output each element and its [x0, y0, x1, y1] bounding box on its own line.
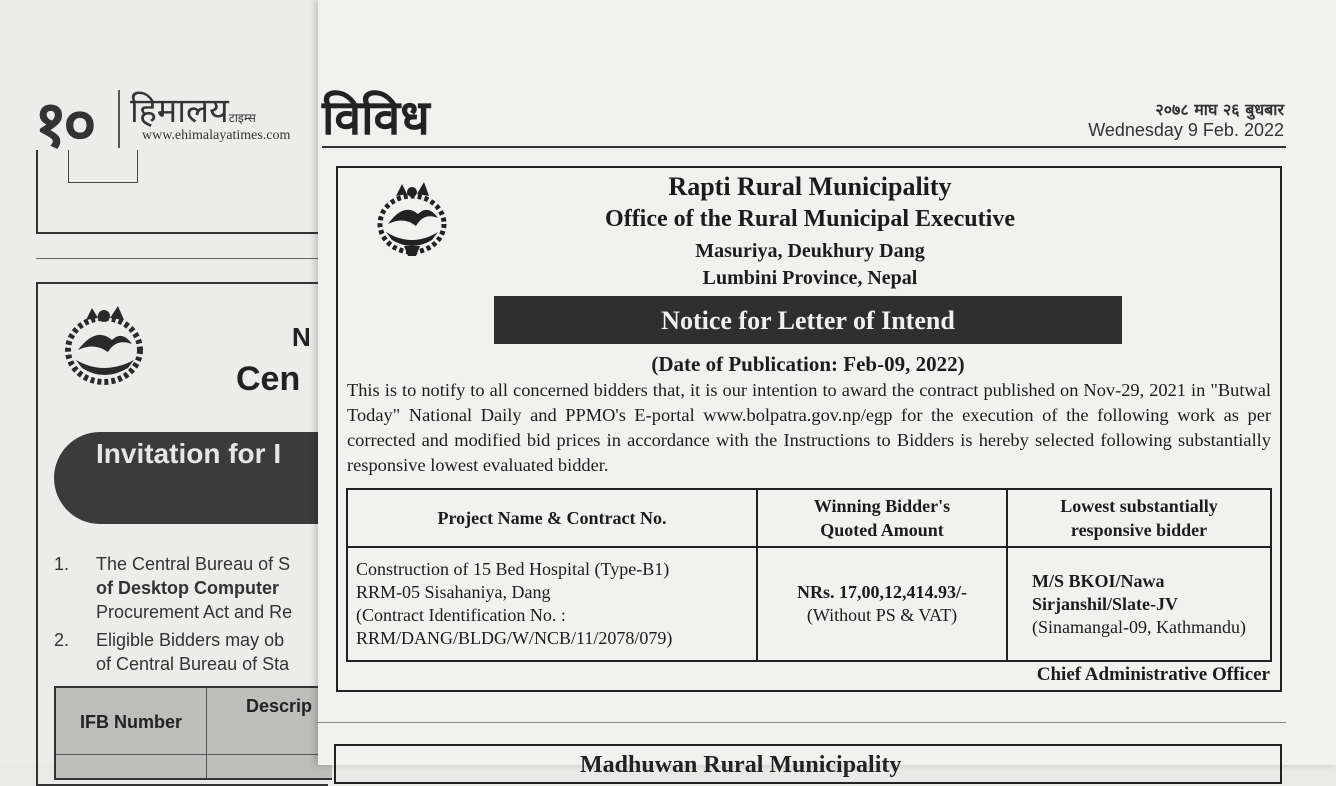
address-line: Masuriya, Deukhury Dang	[695, 240, 925, 262]
list-number: 1.	[54, 554, 70, 574]
underlying-list-item	[54, 628, 324, 676]
project-line: RRM/DANG/BLDG/W/NCB/11/2078/079)	[356, 628, 673, 648]
bidder-line: (Sinamangal-09, Kathmandu)	[1032, 616, 1246, 637]
header-amount	[757, 489, 1007, 547]
next-notice-title: Madhuwan Rural Municipality	[580, 752, 902, 778]
header-bidder-line: Lowest substantially	[1060, 496, 1218, 516]
award-table	[346, 488, 1272, 662]
header-bidder	[1007, 489, 1271, 547]
bidder-line: M/S BKOI/Nawa	[1032, 570, 1165, 591]
underlying-list	[54, 552, 324, 680]
paper-website: www.ehimalayatimes.com	[142, 128, 291, 143]
underlying-box-top	[36, 150, 328, 234]
paper-name	[130, 86, 256, 132]
table-header-row	[347, 489, 1271, 547]
cell-bidder	[1007, 547, 1271, 661]
underlying-banner	[54, 432, 344, 524]
underlying-list-item	[54, 552, 324, 624]
list-line: The Central Bureau of S	[96, 554, 291, 574]
underlying-table-header: Descrip	[246, 696, 313, 716]
next-rule	[316, 722, 1286, 723]
cell-amount	[757, 547, 1007, 661]
underlying-table	[54, 686, 332, 780]
header-project: Project Name & Contract No.	[347, 489, 757, 547]
section-title: विविध	[322, 90, 430, 146]
organization-name: Rapti Rural Municipality	[668, 172, 952, 201]
page-number: १०	[34, 88, 93, 162]
notice-body: This is to notify to all concerned bidders that, it is our intention to award the contract published on Nov-29, 2021 in "Butwal Today" National Daily and PPMO's E-portal www.bolpatra.gov.np/egp for the execution of the following work as per corrected and modified bid prices in accordance with the Instructions to Bidders is hereby selected following substantially responsive lowest evaluated bidder.	[347, 380, 1271, 475]
list-line: Procurement Act and Re	[96, 602, 293, 622]
project-line: Construction of 15 Bed Hospital (Type-B1)	[356, 559, 670, 579]
office-name: Office of the Rural Municipal Executive	[605, 206, 1015, 232]
project-line: (Contract Identification No. :	[356, 605, 566, 625]
table-row	[347, 547, 1271, 661]
publication-date: (Date of Publication: Feb-09, 2022)	[651, 352, 965, 376]
quoted-amount: NRs. 17,00,12,414.93/-	[797, 582, 967, 602]
list-line: of Central Bureau of Sta	[96, 654, 290, 674]
nepal-emblem-icon	[56, 300, 152, 392]
paper-name-suffix: टाइम्स	[228, 111, 256, 125]
underlying-heading-cen: Cen	[236, 360, 301, 398]
date-english: Wednesday 9 Feb. 2022	[1088, 120, 1284, 140]
signature: Chief Administrative Officer	[1036, 664, 1270, 685]
header-amount-line: Winning Bidder's	[813, 496, 951, 516]
notice-title-banner: Notice for Letter of Intend	[494, 296, 1122, 344]
list-line: of Desktop Computer	[96, 578, 280, 598]
amount-note: (Without PS & VAT)	[806, 605, 958, 625]
date-nepali: २०७८ माघ २६ बुधबार	[1155, 100, 1284, 119]
underlying-rule	[36, 258, 326, 259]
header-amount-line: Quoted Amount	[820, 520, 944, 540]
bidder-line: Sirjanshil/Slate-JV	[1032, 593, 1179, 614]
nepal-emblem-icon	[370, 178, 454, 260]
paper-name-text: हिमालय	[130, 91, 229, 131]
project-line: RRM-05 Sisahaniya, Dang	[356, 582, 551, 602]
header-bidder-line: responsive bidder	[1070, 520, 1208, 540]
list-number: 2.	[54, 630, 70, 650]
page-rule	[322, 146, 1286, 148]
underlying-table-header: IFB Number	[80, 712, 183, 732]
underlying-banner-text: Invitation for I	[96, 438, 282, 469]
cell-project	[347, 547, 757, 661]
address-line: Lumbini Province, Nepal	[702, 267, 918, 289]
underlying-heading-n: N	[292, 322, 311, 352]
masthead-divider	[118, 90, 120, 148]
list-line: Eligible Bidders may ob	[96, 630, 285, 650]
